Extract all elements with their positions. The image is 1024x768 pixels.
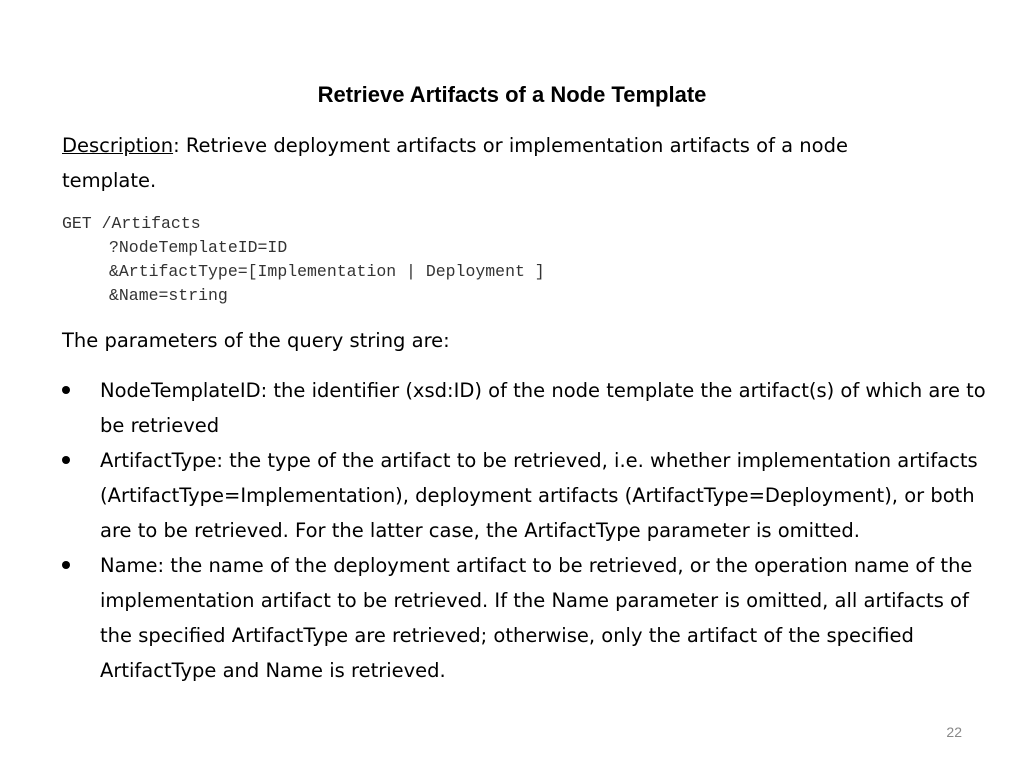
code-line: &ArtifactType=[Implementation | Deployment ]	[109, 262, 545, 281]
list-item	[62, 443, 992, 548]
bullet-icon	[62, 386, 70, 394]
list-item-text: NodeTemplateID: the identifier (xsd:ID) of the node template the artifact(s) of which are to be retrieved	[100, 379, 986, 437]
list-item	[62, 373, 992, 443]
code-line: GET /Artifacts	[62, 214, 201, 233]
parameters-intro: The parameters of the query string are:	[62, 329, 450, 352]
bullet-icon	[62, 561, 70, 569]
bullet-icon	[62, 456, 70, 464]
code-line: ?NodeTemplateID=ID	[109, 238, 288, 257]
parameter-list	[62, 373, 992, 688]
description-text: Retrieve deployment artifacts or implementation artifacts of a node template.	[62, 134, 848, 192]
code-block	[62, 212, 545, 308]
list-item-text: ArtifactType: the type of the artifact to be retrieved, i.e. whether implementation artifacts (ArtifactType=Implementation), deployment artifacts (ArtifactType=Deployment), or both are to be retrieved. For the latter case, the ArtifactType parameter is omitted.	[100, 449, 978, 542]
description-paragraph	[62, 128, 942, 198]
list-item-text: Name: the name of the deployment artifact to be retrieved, or the operation name of the implementation artifact to be retrieved. If the Name parameter is omitted, all artifacts of the specified ArtifactType are retrieved; otherwise, only the artifact of the specified ArtifactType and Name is retrieved.	[100, 554, 973, 682]
code-line: &Name=string	[109, 286, 228, 305]
page-number: 22	[946, 724, 962, 740]
description-label: Description	[62, 134, 174, 157]
list-item	[62, 548, 992, 688]
slide-title: Retrieve Artifacts of a Node Template	[317, 82, 707, 107]
description-separator: :	[173, 134, 180, 157]
